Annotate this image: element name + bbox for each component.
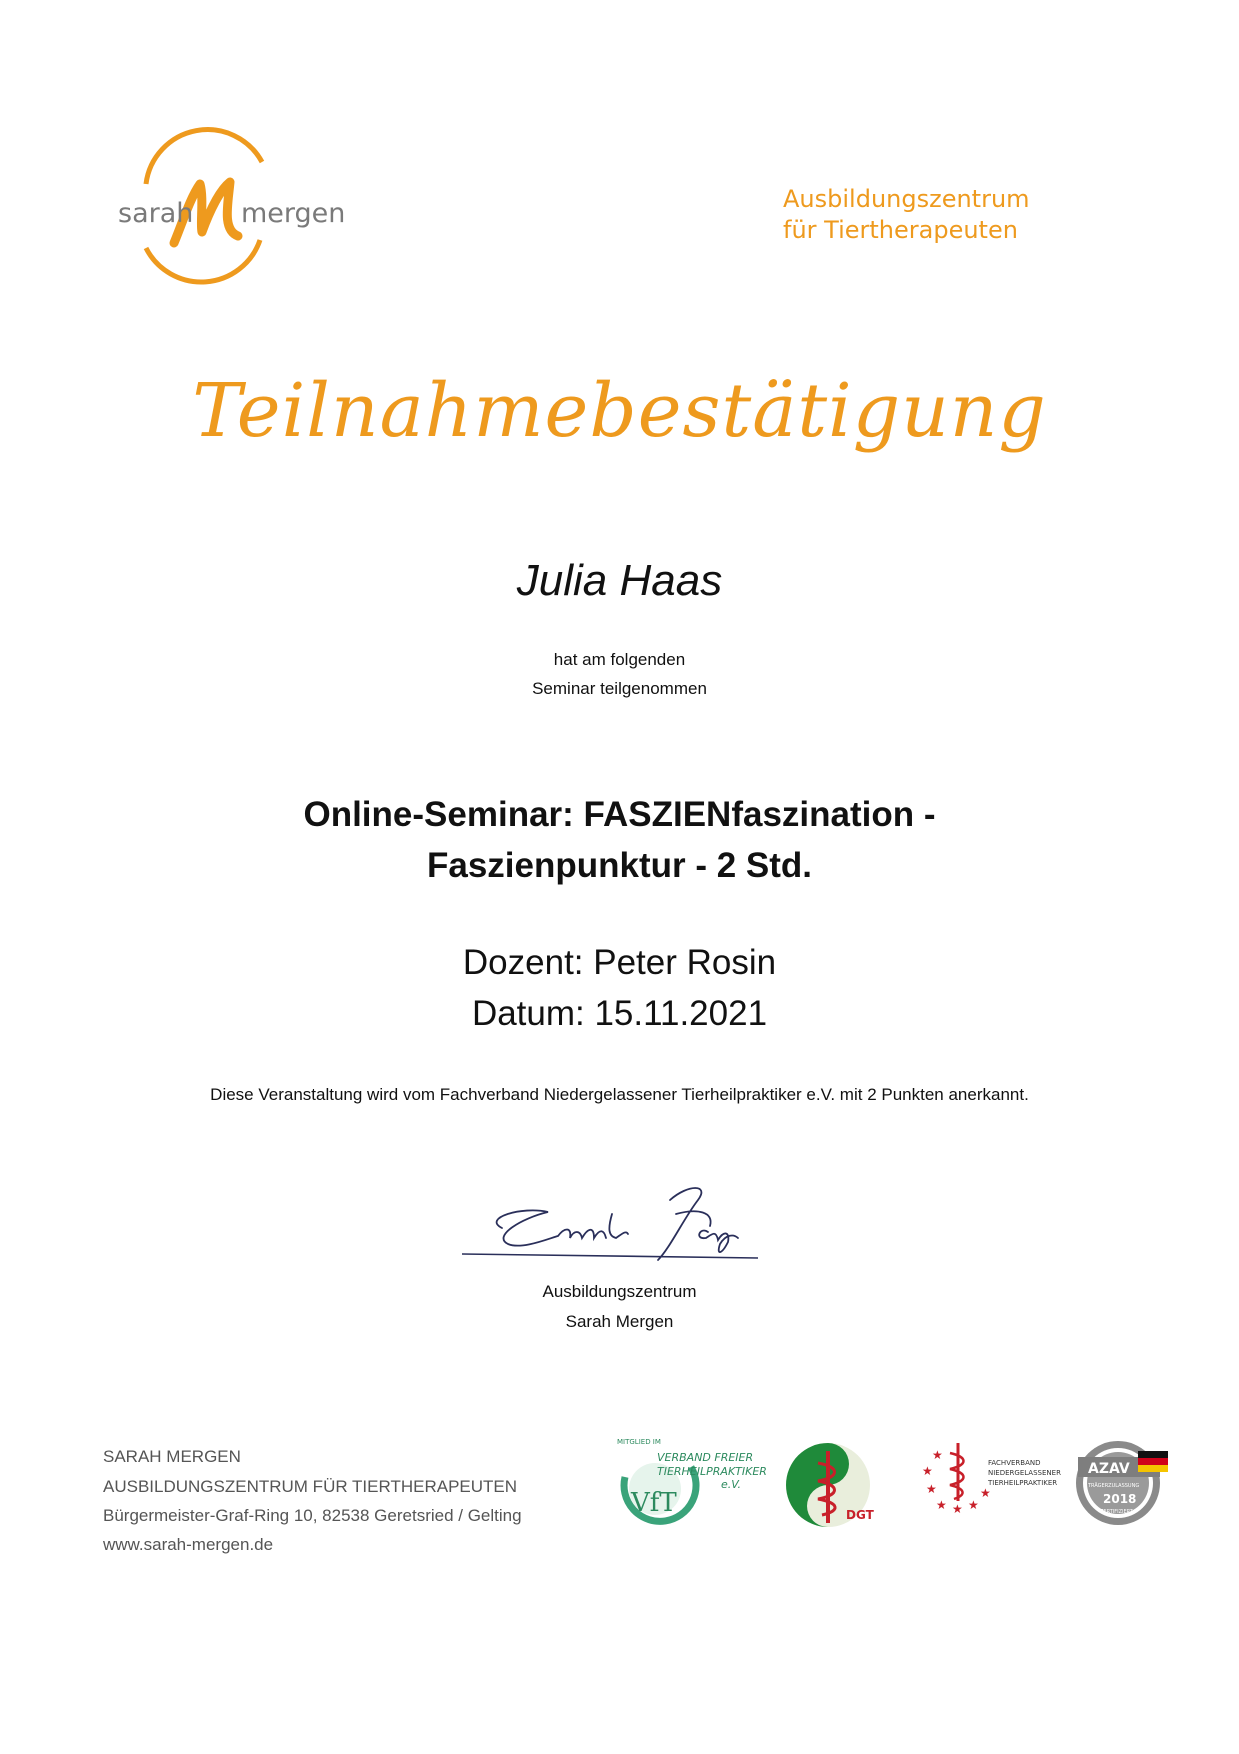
fachverband-logo-icon	[918, 1437, 1061, 1517]
handwritten-signature	[462, 1178, 772, 1274]
logo-word-mergen: mergen	[241, 198, 346, 229]
svg-text:★: ★	[952, 1502, 963, 1516]
participant-name: Julia Haas	[516, 556, 723, 605]
seminar-date: Datum: 15.11.2021	[471, 994, 768, 1033]
intro-line-2: Seminar teilgenommen	[532, 679, 707, 698]
sarah-mergen-logo	[112, 140, 352, 290]
footer-address: Bürgermeister-Graf-Ring 10, 82538 Geretsried / Gelting	[103, 1506, 522, 1525]
footer-company-name: SARAH MERGEN	[103, 1447, 241, 1466]
azav-seal-icon	[1074, 1437, 1174, 1532]
svg-text:★: ★	[936, 1498, 947, 1512]
azav-year: 2018	[1103, 1492, 1137, 1506]
vft-logo-icon	[615, 1435, 767, 1530]
seminar-title-line-2: Faszienpunktur - 2 Std.	[426, 846, 813, 885]
vft-top-text: MITGLIED IM	[617, 1438, 661, 1446]
azav-subtitle: TRÄGERZULASSUNG	[1088, 1483, 1140, 1489]
azav-label: AZAV	[1088, 1461, 1130, 1477]
svg-text:★: ★	[932, 1448, 943, 1462]
academy-line-1: Ausbildungszentrum	[783, 185, 1030, 213]
svg-text:★: ★	[980, 1486, 991, 1500]
footer-website: www.sarah-mergen.de	[103, 1535, 274, 1554]
signer-line-1: Ausbildungszentrum	[542, 1282, 697, 1301]
intro-line-1: hat am folgenden	[553, 650, 686, 669]
academy-line-2: für Tiertherapeuten	[783, 216, 1018, 244]
certificate-title: Teilnahmebestätigung	[192, 368, 1047, 454]
vft-line-2: TIERHEILPRAKTIKER	[657, 1465, 767, 1478]
fachverband-badge	[918, 1437, 1061, 1517]
vft-monogram: VfT	[631, 1488, 677, 1518]
footer-company-description: AUSBILDUNGSZENTRUM FÜR TIERTHERAPEUTEN	[103, 1477, 518, 1496]
dgt-label: DGT	[846, 1508, 874, 1522]
lecturer: Dozent: Peter Rosin	[462, 943, 777, 982]
dgt-logo-icon	[782, 1437, 878, 1532]
svg-text:★: ★	[968, 1498, 979, 1512]
seminar-title-line-1: Online-Seminar: FASZIENfaszination -	[303, 795, 936, 834]
azav-certification-badge	[1074, 1437, 1174, 1532]
svg-text:★: ★	[926, 1482, 937, 1496]
signature-graphic	[462, 1178, 772, 1274]
fachverband-line-3: TIERHEILPRAKTIKER	[988, 1479, 1058, 1487]
recognition-note: Diese Veranstaltung wird vom Fachverband Niedergelassener Tierheilpraktiker e.V. mit 2 Punkten anerkannt.	[210, 1085, 1029, 1104]
vft-membership-badge	[615, 1435, 767, 1530]
azav-bottom-text: ZERTIFIZIERT	[1100, 1509, 1133, 1515]
fachverband-line-2: NIEDERGELASSENER	[988, 1469, 1061, 1477]
academy-heading	[783, 184, 1043, 246]
signer-line-2: Sarah Mergen	[565, 1312, 674, 1331]
dgt-badge	[782, 1437, 878, 1532]
vft-line-1: VERBAND FREIER	[657, 1451, 754, 1464]
svg-text:★: ★	[922, 1464, 933, 1478]
vft-line-3: e.V.	[721, 1478, 742, 1491]
fachverband-line-1: FACHVERBAND	[988, 1459, 1041, 1467]
logo-word-sarah: sarah	[118, 198, 194, 229]
